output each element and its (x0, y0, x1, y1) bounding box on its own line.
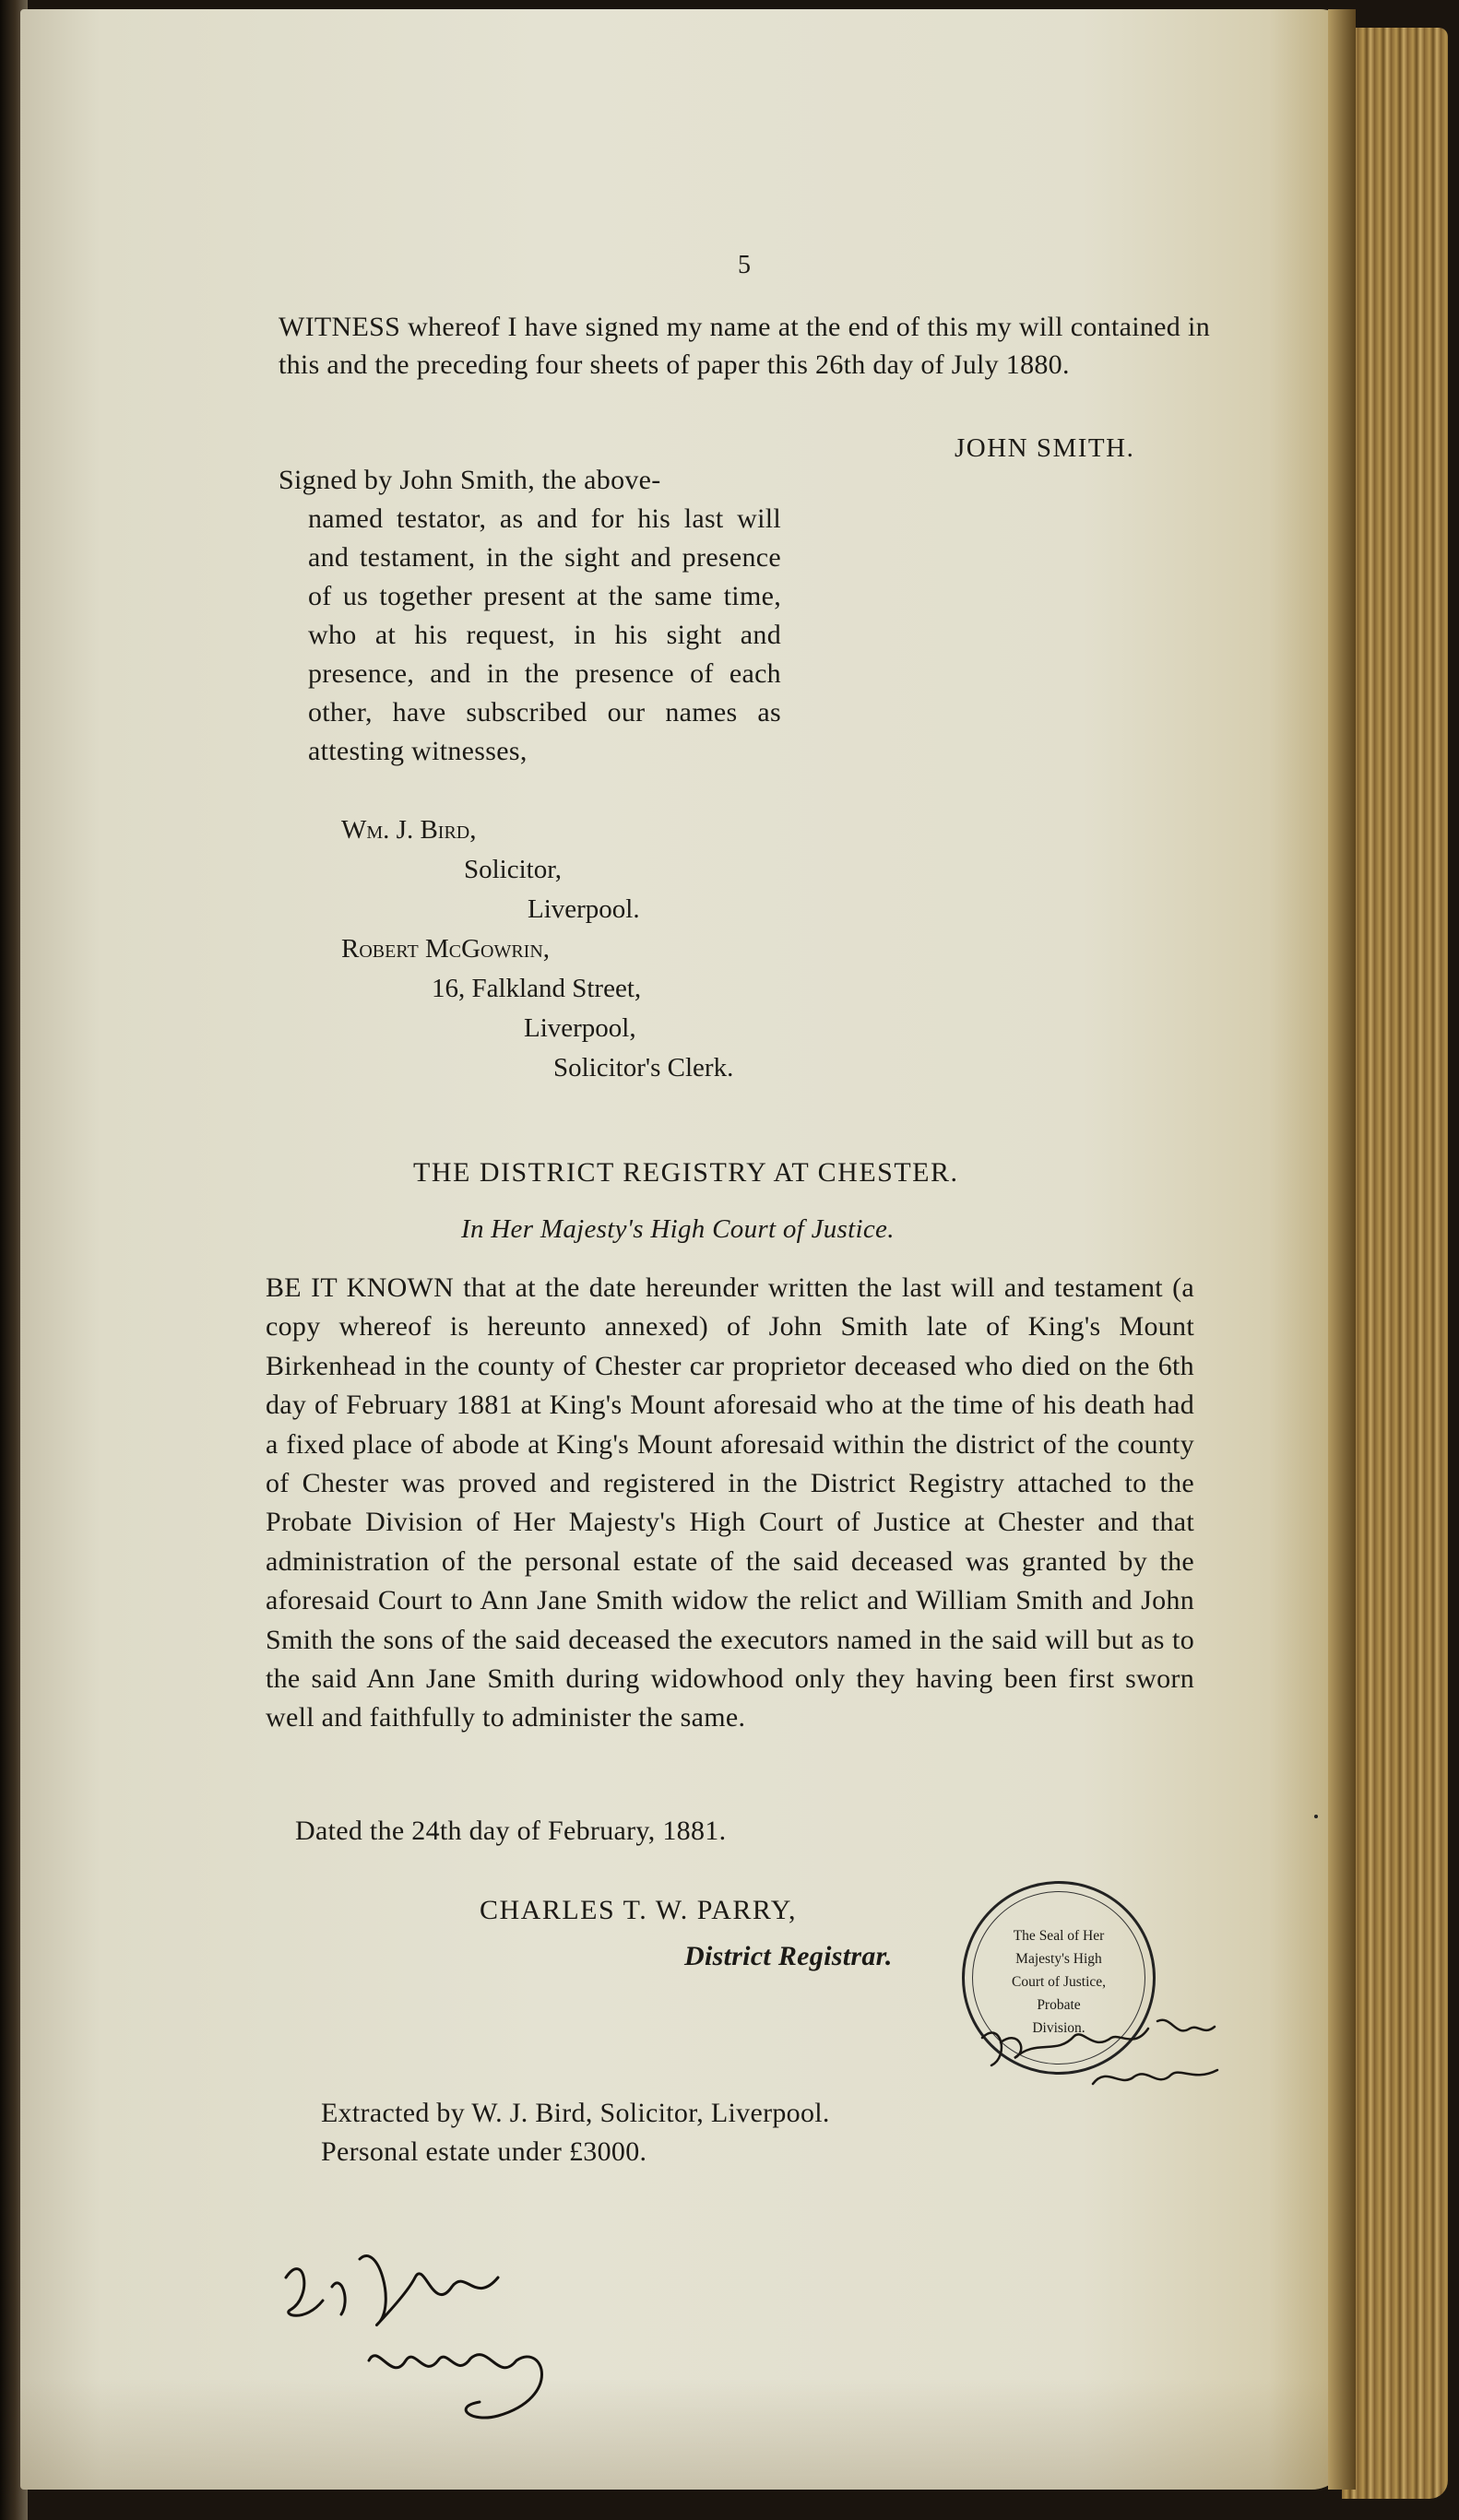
registrar-name: CHARLES T. W. PARRY, (480, 1895, 798, 1925)
court-line: In Her Majesty's High Court of Justice. (461, 1214, 895, 1244)
witness-1-town: Liverpool. (528, 894, 640, 924)
attestation-clause (279, 461, 781, 771)
personal-estate-line: Personal estate under £3000. (321, 2136, 647, 2167)
seal-line: Probate (1037, 1997, 1081, 2013)
witness-clause: WITNESS whereof I have signed my name at the end of this my will contained in this and the preceding four sheets of paper this 26th day of July 1880. (279, 312, 1210, 380)
registry-title: THE DISTRICT REGISTRY AT CHESTER. (413, 1157, 959, 1188)
seal-line: Division. (1032, 2020, 1085, 2036)
page-fore-edge (1328, 9, 1356, 2490)
seal-line: The Seal of Her (1013, 1928, 1105, 1944)
seal-line: Court of Justice, (1011, 1974, 1107, 1990)
handwritten-margin-initials (267, 2222, 581, 2434)
testator-signature: JOHN SMITH. (955, 433, 1135, 463)
witness-2-town: Liverpool, (524, 1013, 636, 1043)
handwritten-registry-annotation (973, 2001, 1231, 2102)
grant-of-probate-text: BE IT KNOWN that at the date hereunder written the last will and testament (a copy whereof is hereunto annexed) of John Smith late of King's Mount Birkenhead in the county of Chester car proprietor deceased who died on the 6th day of February 1881 at King's Mount aforesaid who at the time of his death had a fixed place of abode at King's Mount aforesaid within the district of the county of Chester was proved and registered in the District Registry attached to the Probate Division of Her Majesty's High Court of Justice at Chester and that administration of the personal estate of the said deceased was granted by the aforesaid Court to Ann Jane Smith widow the relict and William Smith and John Smith the sons of the said deceased the executors named in the said will but as to the said Ann Jane Smith during widowhood only they having been first sworn well and faithfully to administer the same. (266, 1272, 1194, 1733)
attestation-body: named testator, as and for his last will and testament, in the sight and presence of us together present at the same time, who at his request, in his sight and presence, and in the presence of each other, have subscribed our names as attesting witnesses, (308, 503, 781, 766)
page-number: 5 (738, 251, 752, 279)
attestation-first-line: Signed by John Smith, the above- (279, 465, 661, 495)
page-edges (1342, 28, 1448, 2499)
witness-2-occupation: Solicitor's Clerk. (553, 1053, 734, 1083)
seal-line: Majesty's High (1015, 1951, 1102, 1967)
witness-1-name: Wm. J. Bird, (341, 815, 477, 845)
dated-line: Dated the 24th day of February, 1881. (295, 1816, 727, 1846)
registrar-title: District Registrar. (684, 1941, 893, 1971)
witness-1-occupation: Solicitor, (464, 855, 562, 884)
witness-2-address: 16, Falkland Street, (432, 974, 642, 1003)
witness-2-name: Robert McGowrin, (341, 934, 551, 964)
extracted-by-line: Extracted by W. J. Bird, Solicitor, Liverpool. (321, 2098, 830, 2128)
ink-speck (1314, 1815, 1318, 1818)
